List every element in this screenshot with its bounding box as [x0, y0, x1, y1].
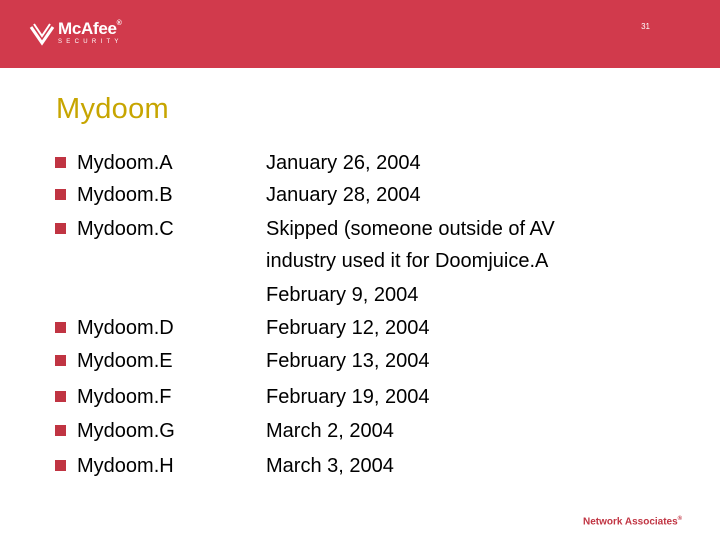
square-bullet-icon — [55, 425, 66, 436]
variant-date-continued: February 9, 2004 — [266, 284, 419, 306]
mcafee-logo — [28, 20, 138, 54]
variant-date: January 28, 2004 — [266, 184, 421, 206]
continuation-row — [0, 251, 720, 286]
variant-name: Mydoom.C — [77, 218, 174, 240]
variant-row — [0, 185, 720, 220]
variant-row — [0, 456, 720, 491]
footer-registered-mark: ® — [677, 516, 683, 522]
variant-name: Mydoom.B — [77, 184, 173, 206]
variant-name: Mydoom.A — [77, 152, 173, 174]
mcafee-shield-icon — [28, 20, 56, 48]
variant-date: March 3, 2004 — [266, 455, 394, 477]
square-bullet-icon — [55, 157, 66, 168]
slide-title: Mydoom — [56, 93, 169, 125]
variant-name: Mydoom.F — [77, 386, 172, 408]
variant-date: Skipped (someone outside of AV — [266, 218, 555, 240]
network-associates-logo — [583, 516, 682, 527]
square-bullet-icon — [55, 223, 66, 234]
variant-date-continued: industry used it for Doomjuice.A — [266, 250, 549, 272]
logo-registered-mark: ® — [116, 20, 122, 27]
square-bullet-icon — [55, 322, 66, 333]
square-bullet-icon — [55, 460, 66, 471]
footer-brand: Network Associates — [583, 516, 678, 528]
continuation-row — [0, 285, 720, 320]
variant-name: Mydoom.H — [77, 455, 174, 477]
header-bar — [0, 0, 720, 68]
variant-row — [0, 219, 720, 254]
variant-date: March 2, 2004 — [266, 420, 394, 442]
square-bullet-icon — [55, 189, 66, 200]
square-bullet-icon — [55, 355, 66, 366]
square-bullet-icon — [55, 391, 66, 402]
variant-date: February 13, 2004 — [266, 350, 430, 372]
page-number: 31 — [641, 22, 650, 31]
variant-name: Mydoom.G — [77, 420, 175, 442]
variant-date: February 12, 2004 — [266, 317, 430, 339]
variant-row — [0, 153, 720, 188]
variant-date: February 19, 2004 — [266, 386, 430, 408]
logo-name: McAfee — [58, 19, 117, 38]
variant-name: Mydoom.D — [77, 317, 174, 339]
variant-row — [0, 387, 720, 422]
variant-row — [0, 351, 720, 386]
logo-subtitle: SECURITY — [58, 39, 123, 45]
variant-row — [0, 421, 720, 456]
variant-date: January 26, 2004 — [266, 152, 421, 174]
variant-name: Mydoom.E — [77, 350, 173, 372]
variant-row — [0, 318, 720, 353]
